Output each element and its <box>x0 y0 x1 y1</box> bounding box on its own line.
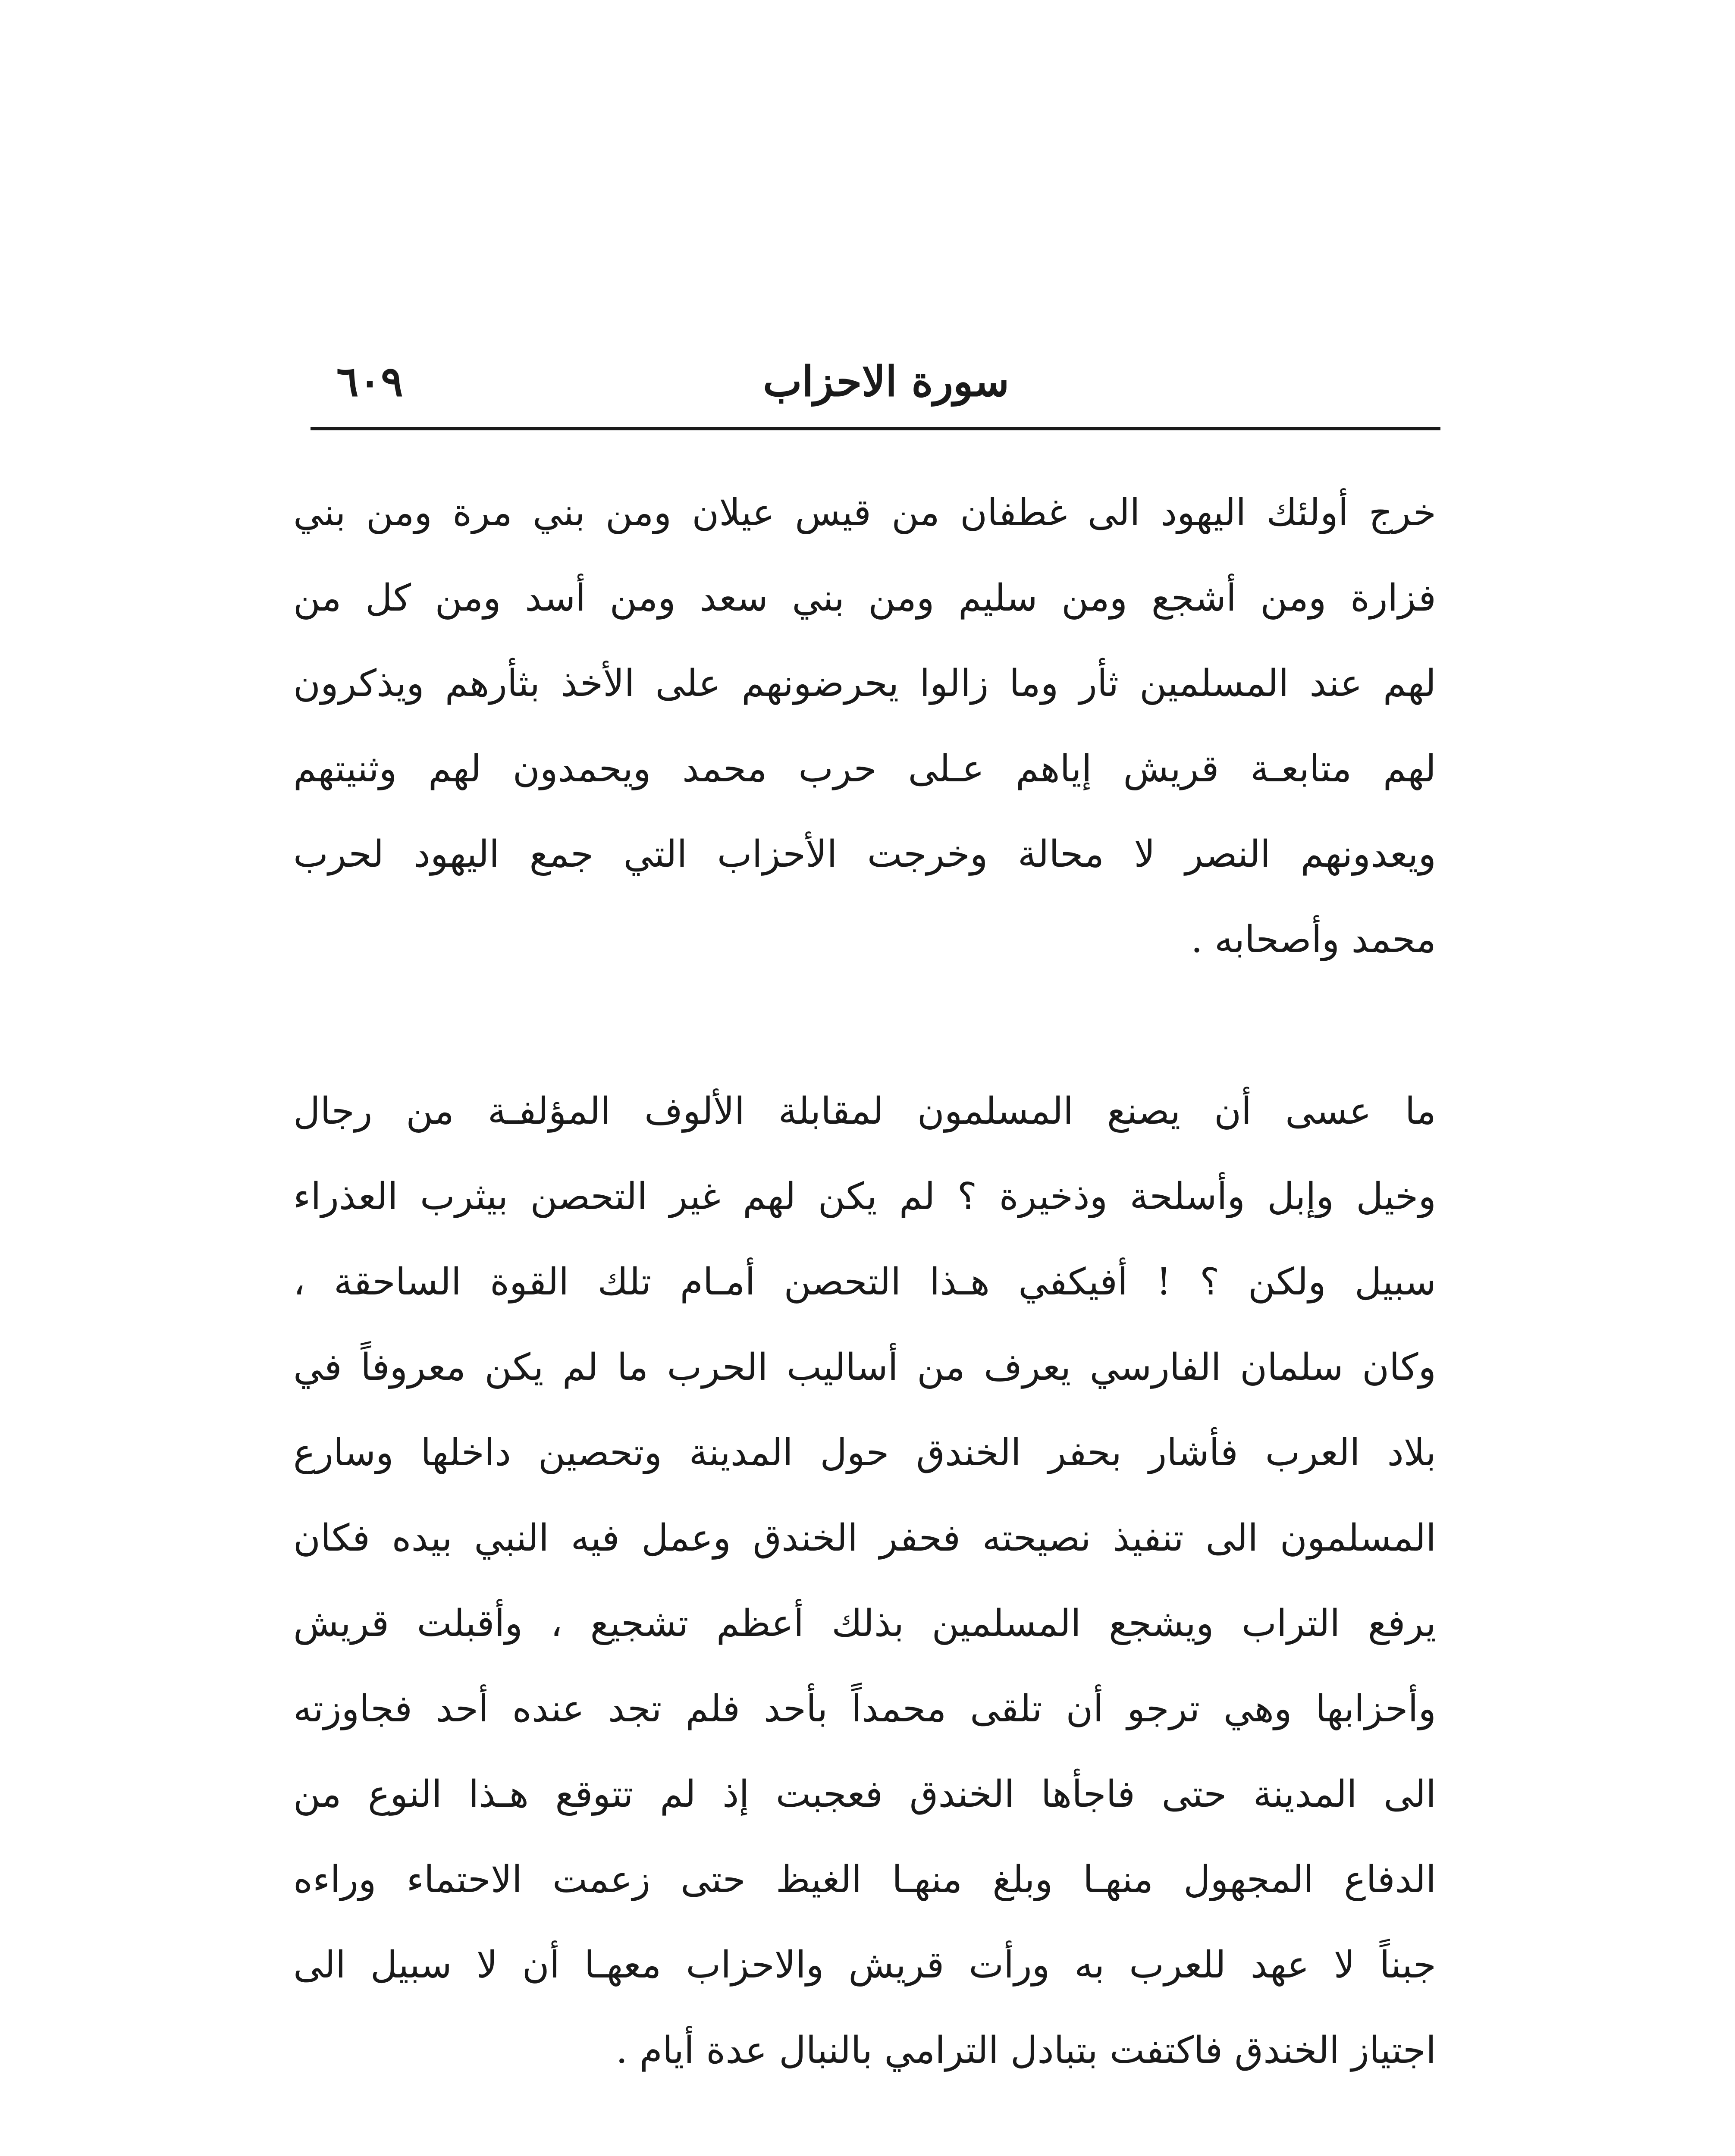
page-number: ٦٠٩ <box>336 357 403 406</box>
chapter-title: سورة الاحزاب <box>763 357 1009 406</box>
text-line: وكان سلمان الفارسي يعرف من أساليب الحرب ما لم يكن معروفاً في <box>293 1346 1436 1389</box>
text-line: وأحزابها وهي ترجو أن تلقى محمداً بأحد فلم تجد عنده أحد فجاوزته <box>293 1687 1436 1730</box>
text-line: سبيل ولكن ؟ ! أفيكفي هـذا التحصن أمـام تلك القوة الساحقة ، <box>293 1260 1436 1304</box>
text-line: الى المدينة حتى فاجأها الخندق فعجبت إذ لم تتوقع هـذا النوع من <box>293 1773 1436 1816</box>
running-header <box>311 345 1440 418</box>
text-line: ما عسى أن يصنع المسلمون لمقابلة الألوف المؤلفـة من رجال <box>293 1090 1436 1133</box>
text-line: بلاد العرب فأشار بحفر الخندق حول المدينة وتحصين داخلها وسارع <box>293 1431 1436 1474</box>
text-line: وخيل وإبل وأسلحة وذخيرة ؟ لم يكن لهم غير التحصن بيثرب العذراء <box>293 1175 1436 1218</box>
text-line: المسلمون الى تنفيذ نصيحته فحفر الخندق وعمل فيه النبي بيده فكان <box>293 1517 1436 1560</box>
body-text <box>293 470 1436 2156</box>
paragraph-gap <box>293 2093 1436 2156</box>
text-line: خرج أولئك اليهود الى غطفان من قيس عيلان ومن بني مرة ومن بني <box>293 491 1436 534</box>
header-rule <box>311 427 1440 430</box>
text-line: الدفاع المجهول منهـا وبلغ منهـا الغيظ حتى زعمت الاحتماء وراءه <box>293 1858 1436 1901</box>
paragraph-1 <box>293 470 1436 982</box>
paragraph-gap <box>293 982 1436 1069</box>
text-line: فزارة ومن أشجع ومن سليم ومن بني سعد ومن أسد ومن كل من <box>293 577 1436 620</box>
text-line: ويعدونهم النصر لا محالة وخرجت الأحزاب التي جمع اليهود لحرب <box>293 833 1436 876</box>
text-line: محمد وأصحابه . <box>1191 918 1436 961</box>
text-line: اجتياز الخندق فاكتفت بتبادل الترامي بالنبال عدة أيام . <box>616 2029 1436 2072</box>
text-line: يرفع التراب ويشجع المسلمين بذلك أعظم تشجيع ، وأقبلت قريش <box>293 1602 1436 1645</box>
text-line: لهم متابعـة قريش إياهم عـلى حرب محمد ويحمدون لهم وثنيتهم <box>293 747 1436 790</box>
paragraph-2 <box>293 1069 1436 2093</box>
text-line: لهم عند المسلمين ثأر وما زالوا يحرضونهم على الأخذ بثأرهم ويذكرون <box>293 662 1436 705</box>
text-line: جبناً لا عهد للعرب به ورأت قريش والاحزاب معهـا أن لا سبيل الى <box>293 1943 1436 1987</box>
